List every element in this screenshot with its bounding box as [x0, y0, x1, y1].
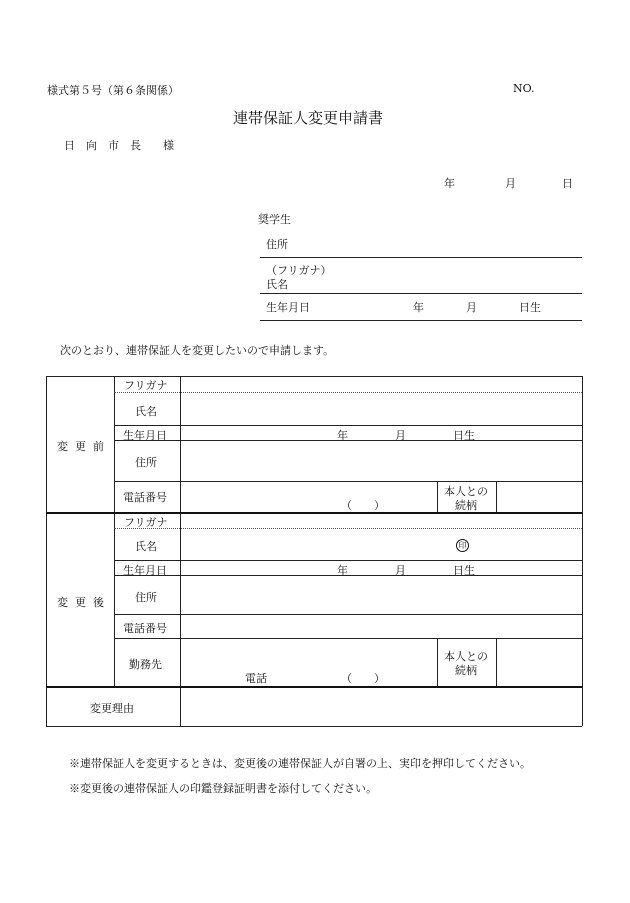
- after-name-label: 氏名: [135, 540, 157, 553]
- after-birth-year: 年: [337, 564, 348, 577]
- after-birth-month: 月: [395, 564, 406, 577]
- student-name-label: 氏名: [266, 278, 288, 291]
- after-phone-label: 電話番号: [123, 622, 167, 635]
- after-relation-label-1: 本人との: [444, 650, 488, 663]
- date-day[interactable]: 日: [562, 177, 573, 190]
- after-relation-label-2: 続柄: [455, 664, 477, 677]
- date-year[interactable]: 年: [444, 177, 455, 190]
- student-birth-year: 年: [413, 301, 424, 314]
- student-heading: 奨学生: [258, 213, 291, 226]
- page-title: 連帯保証人変更申請書: [233, 109, 384, 127]
- before-birth-label: 生年月日: [123, 429, 167, 442]
- before-name-label: 氏名: [135, 405, 157, 418]
- before-birth-day: 日生: [453, 429, 475, 442]
- note-2: ※変更後の連帯保証人の印鑑登録証明書を添付してください。: [69, 782, 377, 795]
- student-birth-label: 生年月日: [266, 301, 310, 314]
- student-address-line[interactable]: [260, 257, 582, 258]
- after-work-phone-label: 電話: [245, 672, 267, 685]
- after-address-label: 住所: [135, 591, 157, 604]
- after-birth-label: 生年月日: [123, 564, 167, 577]
- before-birth-month: 月: [395, 429, 406, 442]
- before-furigana-label: フリガナ: [124, 379, 168, 392]
- intro-text: 次のとおり、連帯保証人を変更したいので申請します。: [60, 344, 335, 357]
- addressee: 日 向 市 長 様: [64, 139, 174, 152]
- reason-label: 変更理由: [90, 702, 134, 715]
- after-birth-day: 日生: [453, 564, 475, 577]
- after-workplace-label: 勤務先: [129, 658, 162, 671]
- before-relation-label-1: 本人との: [444, 485, 488, 498]
- before-phone-label: 電話番号: [123, 491, 167, 504]
- seal-icon: [456, 538, 469, 552]
- student-birth-day: 日生: [519, 301, 541, 314]
- student-birth-month: 月: [466, 301, 477, 314]
- note-1: ※連帯保証人を変更するときは、変更後の連帯保証人が自署の上、実印を押印してください。: [69, 757, 531, 770]
- student-kana-label: （フリガナ）: [266, 264, 332, 277]
- after-furigana-label: フリガナ: [124, 516, 168, 529]
- student-birth-line[interactable]: [260, 320, 582, 321]
- reason-field[interactable]: [182, 688, 580, 724]
- section-before-label: 変更前: [57, 440, 111, 453]
- student-address-label: 住所: [266, 238, 288, 251]
- seal-mark: 印: [456, 539, 469, 552]
- date-month[interactable]: 月: [505, 177, 516, 190]
- before-phone-area[interactable]: （ ）: [341, 499, 385, 512]
- no-label: NO.: [513, 82, 535, 95]
- after-work-phone-area[interactable]: （ ）: [341, 672, 385, 685]
- form-number: 様式第５号（第６条関係）: [47, 84, 179, 97]
- before-relation-label-2: 続柄: [455, 499, 477, 512]
- section-after-label: 変更後: [57, 596, 111, 609]
- student-name-line[interactable]: [260, 293, 582, 294]
- before-address-label: 住所: [135, 456, 157, 469]
- before-birth-year: 年: [337, 429, 348, 442]
